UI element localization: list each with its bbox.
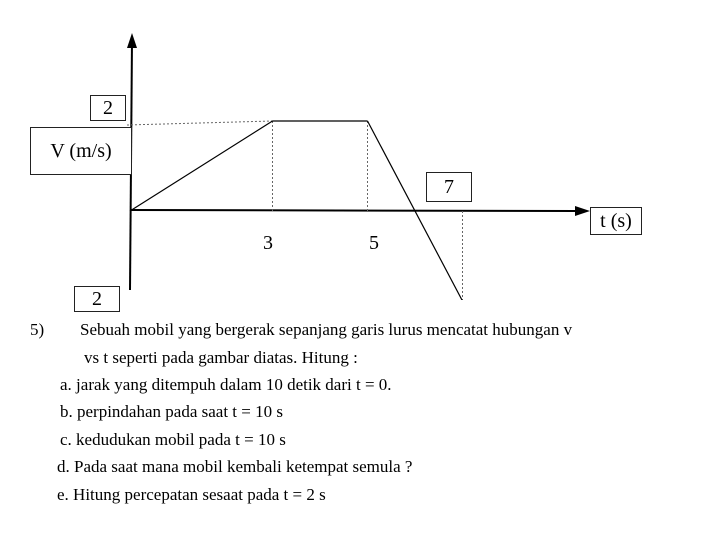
question-c: c. kedudukan mobil pada t = 10 s bbox=[60, 430, 286, 449]
x-axis-arrowhead bbox=[575, 206, 590, 216]
question-e: e. Hitung percepatan sesaat pada t = 2 s bbox=[57, 485, 326, 504]
axes bbox=[127, 33, 590, 290]
y-tick-label-top: 2 bbox=[90, 95, 126, 121]
problem-intro-line-2: vs t seperti pada gambar diatas. Hitung : bbox=[84, 347, 358, 367]
question-b: b. perpindahan pada saat t = 10 s bbox=[60, 402, 283, 421]
y-axis-arrowhead bbox=[127, 33, 137, 48]
problem-intro-line-1: Sebuah mobil yang bergerak sepanjang garis lurus mencatat hubungan v bbox=[80, 320, 573, 339]
x-tick-label-3: 3 bbox=[263, 232, 273, 254]
question-a: a. jarak yang ditempuh dalam 10 detik dari t = 0. bbox=[60, 375, 392, 394]
guide-v-top bbox=[127, 121, 273, 125]
series-segment bbox=[130, 121, 273, 211]
annotation-box-7: 7 bbox=[426, 172, 472, 202]
problem-number: 5) bbox=[30, 320, 45, 339]
question-d: d. Pada saat mana mobil kembali ketempat semula ? bbox=[57, 457, 413, 476]
x-axis-label: t (s) bbox=[590, 207, 642, 235]
x-tick-label-5: 5 bbox=[369, 232, 379, 254]
x-axis bbox=[130, 210, 575, 211]
y-axis-label: V (m/s) bbox=[30, 127, 132, 175]
y-tick-label-bottom: 2 bbox=[74, 286, 120, 312]
problem-intro bbox=[80, 316, 680, 371]
